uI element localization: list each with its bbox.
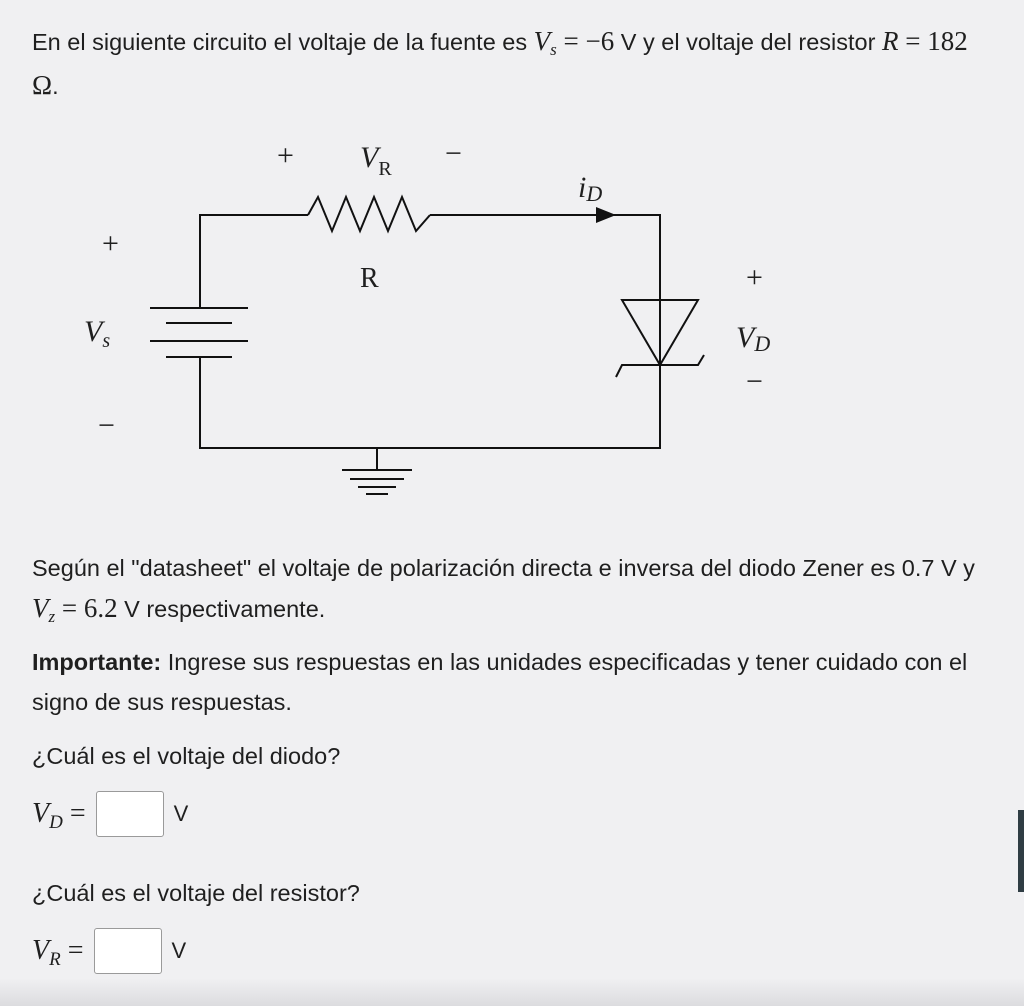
vz-symbol: V <box>32 593 49 623</box>
wire-top-right <box>430 215 660 300</box>
vd-plus: + <box>746 261 763 294</box>
wire-top-left <box>200 215 308 307</box>
vr-variable: $V_R$ = <box>32 935 84 970</box>
vr-label: $V_R$ <box>360 141 392 180</box>
datasheet-paragraph <box>32 548 982 632</box>
important-paragraph <box>32 642 982 722</box>
vr-plus: + <box>277 139 294 172</box>
datasheet-text-2: V respectivamente. <box>117 596 326 622</box>
intro-paragraph <box>32 21 982 106</box>
vs-minus: − <box>98 409 115 442</box>
vd-unit: V <box>173 801 189 826</box>
vs-plus: + <box>102 227 119 260</box>
vz-value: = 6.2 <box>55 593 118 623</box>
side-tab-handle[interactable] <box>1018 810 1024 892</box>
resistor-label: R <box>360 263 379 294</box>
answer-row-resistor <box>32 927 186 975</box>
vs-subscript: s <box>550 40 557 59</box>
vr-answer-input[interactable] <box>94 928 162 974</box>
question-diode: ¿Cuál es el voltaje del diodo? <box>32 743 341 769</box>
vs-symbol: V <box>533 26 551 56</box>
important-text: Ingrese sus respuestas en las unidades especificadas y tener cuidado con el signo de sus respuestas. <box>32 649 968 715</box>
circuit-diagram <box>70 125 830 505</box>
answer-row-diode <box>32 790 188 838</box>
r-symbol: R <box>881 26 899 56</box>
vr-minus: − <box>445 137 462 170</box>
bottom-shadow <box>0 978 1024 1006</box>
resistor-symbol <box>308 197 430 231</box>
vd-label: VD <box>736 321 771 356</box>
intro-text-2: V y el voltaje del resistor <box>614 29 882 55</box>
datasheet-text-1: Según el "datasheet" el voltaje de polarización directa e inversa del diodo Zener es 0.7 V y <box>32 555 975 581</box>
vs-label: $V_s$ <box>84 315 111 352</box>
vd-minus: − <box>746 365 763 398</box>
vs-value: = −6 <box>556 26 615 56</box>
id-label: iD <box>578 171 603 206</box>
intro-text-1: En el siguiente circuito el voltaje de la fuente es <box>32 29 534 55</box>
vd-variable: $V_D$ = <box>32 798 86 833</box>
intro-text-3: . <box>52 73 59 99</box>
vr-unit: V <box>171 938 187 963</box>
current-arrow <box>596 207 616 223</box>
important-label: Importante: <box>32 649 162 675</box>
r-value: = 182 Ω <box>32 26 968 100</box>
question-resistor: ¿Cuál es el voltaje del resistor? <box>32 880 360 906</box>
wire-bottom <box>200 357 660 448</box>
vd-answer-input[interactable] <box>96 791 164 837</box>
vz-subscript: z <box>48 607 56 626</box>
